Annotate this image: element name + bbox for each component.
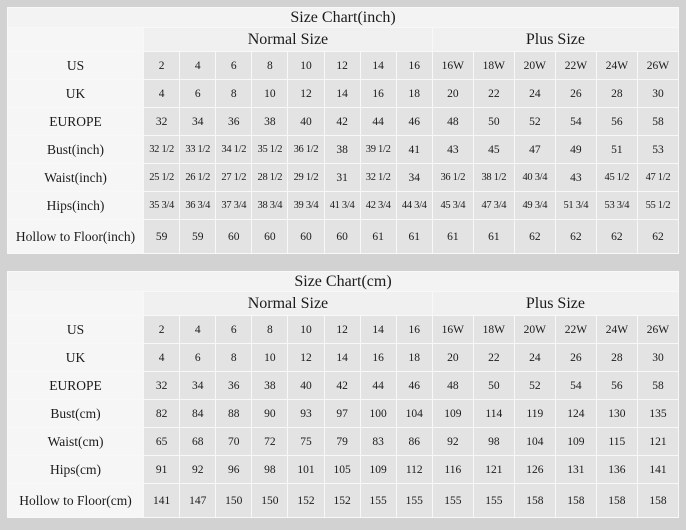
size-cell: 155 — [473, 484, 514, 518]
size-cell: 39 3/4 — [288, 192, 324, 220]
size-cell: 4 — [180, 316, 216, 344]
size-cell: 130 — [596, 400, 637, 428]
table-row — [8, 456, 679, 484]
size-cell: 42 3/4 — [360, 192, 396, 220]
size-cell: 24W — [596, 52, 637, 80]
size-cell: 10 — [252, 80, 288, 108]
size-cell: 92 — [432, 428, 473, 456]
size-cell: 141 — [144, 484, 180, 518]
size-cell: 82 — [144, 400, 180, 428]
size-cell: 4 — [180, 52, 216, 80]
size-cell: 49 3/4 — [514, 192, 555, 220]
size-cell: 158 — [514, 484, 555, 518]
table-row — [8, 136, 679, 164]
size-cell: 32 1/2 — [360, 164, 396, 192]
size-cell: 114 — [473, 400, 514, 428]
size-cell: 28 — [596, 344, 637, 372]
size-cell: 27 1/2 — [216, 164, 252, 192]
size-cell: 18W — [473, 52, 514, 80]
size-cell: 10 — [252, 344, 288, 372]
column-group-plus: Plus Size — [432, 292, 678, 316]
size-cell: 44 — [360, 108, 396, 136]
column-group-normal: Normal Size — [144, 292, 433, 316]
size-cell: 61 — [432, 220, 473, 254]
size-cell: 4 — [144, 80, 180, 108]
size-cell: 38 1/2 — [473, 164, 514, 192]
size-cell: 155 — [432, 484, 473, 518]
row-label: Bust(inch) — [8, 136, 144, 164]
size-cell: 46 — [396, 372, 432, 400]
size-cell: 38 — [252, 108, 288, 136]
size-cell: 62 — [596, 220, 637, 254]
size-cell: 126 — [514, 456, 555, 484]
size-cell: 30 — [637, 344, 678, 372]
size-cell: 98 — [473, 428, 514, 456]
size-cell: 119 — [514, 400, 555, 428]
table-row — [8, 164, 679, 192]
size-cell: 158 — [555, 484, 596, 518]
size-cell: 25 1/2 — [144, 164, 180, 192]
size-cell: 36 — [216, 108, 252, 136]
size-cell: 98 — [252, 456, 288, 484]
size-cell: 48 — [432, 372, 473, 400]
size-cell: 34 — [396, 164, 432, 192]
size-cell: 18 — [396, 80, 432, 108]
size-cell: 35 1/2 — [252, 136, 288, 164]
size-cell: 24W — [596, 316, 637, 344]
size-cell: 61 — [473, 220, 514, 254]
size-cell: 52 — [514, 108, 555, 136]
row-label: Hips(inch) — [8, 192, 144, 220]
size-cell: 112 — [396, 456, 432, 484]
size-cell: 32 — [144, 372, 180, 400]
size-cell: 150 — [216, 484, 252, 518]
size-cell: 60 — [324, 220, 360, 254]
row-label: Hollow to Floor(inch) — [8, 220, 144, 254]
size-cell: 50 — [473, 372, 514, 400]
size-cell: 6 — [216, 316, 252, 344]
size-cell: 20W — [514, 52, 555, 80]
size-cell: 44 3/4 — [396, 192, 432, 220]
size-cell: 2 — [144, 316, 180, 344]
size-cell: 8 — [252, 316, 288, 344]
size-cell: 12 — [324, 316, 360, 344]
size-cell: 24 — [514, 344, 555, 372]
size-cell: 47 3/4 — [473, 192, 514, 220]
size-cell: 12 — [288, 344, 324, 372]
size-cell: 48 — [432, 108, 473, 136]
size-cell: 124 — [555, 400, 596, 428]
size-cell: 4 — [144, 344, 180, 372]
size-cell: 43 — [432, 136, 473, 164]
size-cell: 79 — [324, 428, 360, 456]
size-cell: 10 — [288, 52, 324, 80]
size-cell: 97 — [324, 400, 360, 428]
row-label: Hips(cm) — [8, 456, 144, 484]
size-cell: 115 — [596, 428, 637, 456]
size-cell: 38 — [252, 372, 288, 400]
size-cell: 83 — [360, 428, 396, 456]
size-cell: 22 — [473, 344, 514, 372]
corner-cell — [8, 28, 144, 52]
size-cell: 96 — [216, 456, 252, 484]
size-cell: 32 — [144, 108, 180, 136]
size-cell: 109 — [432, 400, 473, 428]
size-cell: 34 — [180, 108, 216, 136]
size-cell: 16W — [432, 316, 473, 344]
size-cell: 72 — [252, 428, 288, 456]
size-cell: 55 1/2 — [637, 192, 678, 220]
size-cell: 40 — [288, 372, 324, 400]
size-cell: 26 — [555, 80, 596, 108]
size-cell: 86 — [396, 428, 432, 456]
size-cell: 147 — [180, 484, 216, 518]
size-cell: 62 — [637, 220, 678, 254]
table-title-cm: Size Chart(cm) — [8, 272, 679, 292]
size-cell: 135 — [637, 400, 678, 428]
size-cell: 141 — [637, 456, 678, 484]
size-cell: 88 — [216, 400, 252, 428]
size-cell: 28 — [596, 80, 637, 108]
size-cell: 32 1/2 — [144, 136, 180, 164]
size-cell: 116 — [432, 456, 473, 484]
size-cell: 152 — [324, 484, 360, 518]
size-cell: 22W — [555, 52, 596, 80]
size-cell: 40 — [288, 108, 324, 136]
row-label: EUROPE — [8, 372, 144, 400]
size-cell: 16 — [396, 316, 432, 344]
size-cell: 136 — [596, 456, 637, 484]
size-cell: 47 1/2 — [637, 164, 678, 192]
table-row — [8, 484, 679, 518]
size-cell: 56 — [596, 372, 637, 400]
size-chart-inch-table — [7, 7, 679, 254]
size-cell: 62 — [514, 220, 555, 254]
size-cell: 51 — [596, 136, 637, 164]
size-cell: 34 — [180, 372, 216, 400]
table-row — [8, 372, 679, 400]
size-cell: 42 — [324, 372, 360, 400]
size-cell: 36 — [216, 372, 252, 400]
size-cell: 44 — [360, 372, 396, 400]
size-cell: 14 — [324, 80, 360, 108]
size-cell: 45 1/2 — [596, 164, 637, 192]
size-cell: 54 — [555, 372, 596, 400]
size-cell: 8 — [216, 80, 252, 108]
size-cell: 30 — [637, 80, 678, 108]
size-cell: 52 — [514, 372, 555, 400]
size-cell: 16 — [396, 52, 432, 80]
size-cell: 14 — [360, 316, 396, 344]
size-cell: 68 — [180, 428, 216, 456]
size-cell: 65 — [144, 428, 180, 456]
size-cell: 158 — [637, 484, 678, 518]
size-cell: 38 — [324, 136, 360, 164]
size-cell: 29 1/2 — [288, 164, 324, 192]
size-cell: 6 — [180, 344, 216, 372]
size-cell: 60 — [216, 220, 252, 254]
size-cell: 56 — [596, 108, 637, 136]
size-cell: 6 — [180, 80, 216, 108]
size-cell: 42 — [324, 108, 360, 136]
size-cell: 158 — [596, 484, 637, 518]
size-cell: 16 — [360, 344, 396, 372]
size-cell: 121 — [473, 456, 514, 484]
size-cell: 28 1/2 — [252, 164, 288, 192]
table-row — [8, 428, 679, 456]
size-cell: 8 — [216, 344, 252, 372]
size-cell: 26W — [637, 52, 678, 80]
size-cell: 53 — [637, 136, 678, 164]
size-cell: 20W — [514, 316, 555, 344]
table-row — [8, 400, 679, 428]
size-cell: 26 1/2 — [180, 164, 216, 192]
size-cell: 37 3/4 — [216, 192, 252, 220]
size-cell: 104 — [514, 428, 555, 456]
size-cell: 51 3/4 — [555, 192, 596, 220]
size-cell: 16W — [432, 52, 473, 80]
size-cell: 20 — [432, 80, 473, 108]
size-cell: 12 — [324, 52, 360, 80]
size-cell: 38 3/4 — [252, 192, 288, 220]
size-cell: 16 — [360, 80, 396, 108]
size-cell: 41 — [396, 136, 432, 164]
size-cell: 104 — [396, 400, 432, 428]
size-cell: 31 — [324, 164, 360, 192]
table-title-inch: Size Chart(inch) — [8, 8, 679, 28]
size-cell: 84 — [180, 400, 216, 428]
size-cell: 20 — [432, 344, 473, 372]
size-cell: 18 — [396, 344, 432, 372]
row-label: Waist(inch) — [8, 164, 144, 192]
size-cell: 49 — [555, 136, 596, 164]
size-cell: 53 3/4 — [596, 192, 637, 220]
row-label: US — [8, 316, 144, 344]
size-cell: 36 3/4 — [180, 192, 216, 220]
column-group-normal: Normal Size — [144, 28, 433, 52]
table-row — [8, 220, 679, 254]
size-cell: 54 — [555, 108, 596, 136]
size-cell: 109 — [360, 456, 396, 484]
size-cell: 2 — [144, 52, 180, 80]
size-cell: 14 — [360, 52, 396, 80]
size-cell: 58 — [637, 108, 678, 136]
size-cell: 60 — [252, 220, 288, 254]
size-cell: 22W — [555, 316, 596, 344]
size-cell: 109 — [555, 428, 596, 456]
size-cell: 43 — [555, 164, 596, 192]
row-label: UK — [8, 80, 144, 108]
size-cell: 46 — [396, 108, 432, 136]
size-cell: 101 — [288, 456, 324, 484]
table-row — [8, 80, 679, 108]
row-label: Hollow to Floor(cm) — [8, 484, 144, 518]
table-row — [8, 316, 679, 344]
size-cell: 62 — [555, 220, 596, 254]
size-cell: 61 — [396, 220, 432, 254]
table-row — [8, 192, 679, 220]
size-cell: 70 — [216, 428, 252, 456]
size-cell: 39 1/2 — [360, 136, 396, 164]
size-cell: 18W — [473, 316, 514, 344]
size-cell: 59 — [144, 220, 180, 254]
size-cell: 45 — [473, 136, 514, 164]
size-cell: 22 — [473, 80, 514, 108]
size-cell: 36 1/2 — [432, 164, 473, 192]
row-label: US — [8, 52, 144, 80]
row-label: Waist(cm) — [8, 428, 144, 456]
size-cell: 92 — [180, 456, 216, 484]
size-cell: 26W — [637, 316, 678, 344]
size-cell: 121 — [637, 428, 678, 456]
size-cell: 10 — [288, 316, 324, 344]
size-cell: 61 — [360, 220, 396, 254]
size-cell: 105 — [324, 456, 360, 484]
size-cell: 91 — [144, 456, 180, 484]
size-cell: 152 — [288, 484, 324, 518]
size-cell: 41 3/4 — [324, 192, 360, 220]
size-cell: 8 — [252, 52, 288, 80]
size-cell: 58 — [637, 372, 678, 400]
size-cell: 47 — [514, 136, 555, 164]
size-cell: 155 — [360, 484, 396, 518]
row-label: EUROPE — [8, 108, 144, 136]
size-cell: 33 1/2 — [180, 136, 216, 164]
size-cell: 59 — [180, 220, 216, 254]
size-cell: 150 — [252, 484, 288, 518]
size-cell: 45 3/4 — [432, 192, 473, 220]
size-cell: 14 — [324, 344, 360, 372]
size-cell: 90 — [252, 400, 288, 428]
size-cell: 155 — [396, 484, 432, 518]
size-cell: 93 — [288, 400, 324, 428]
size-cell: 60 — [288, 220, 324, 254]
column-group-plus: Plus Size — [432, 28, 678, 52]
size-cell: 36 1/2 — [288, 136, 324, 164]
table-row — [8, 344, 679, 372]
row-label: UK — [8, 344, 144, 372]
size-cell: 26 — [555, 344, 596, 372]
size-cell: 100 — [360, 400, 396, 428]
size-cell: 6 — [216, 52, 252, 80]
size-cell: 75 — [288, 428, 324, 456]
table-row — [8, 108, 679, 136]
size-cell: 24 — [514, 80, 555, 108]
row-label: Bust(cm) — [8, 400, 144, 428]
table-row — [8, 52, 679, 80]
size-cell: 34 1/2 — [216, 136, 252, 164]
size-cell: 35 3/4 — [144, 192, 180, 220]
size-cell: 50 — [473, 108, 514, 136]
size-cell: 12 — [288, 80, 324, 108]
corner-cell — [8, 292, 144, 316]
size-chart-cm-table — [7, 271, 679, 518]
size-cell: 131 — [555, 456, 596, 484]
size-cell: 40 3/4 — [514, 164, 555, 192]
